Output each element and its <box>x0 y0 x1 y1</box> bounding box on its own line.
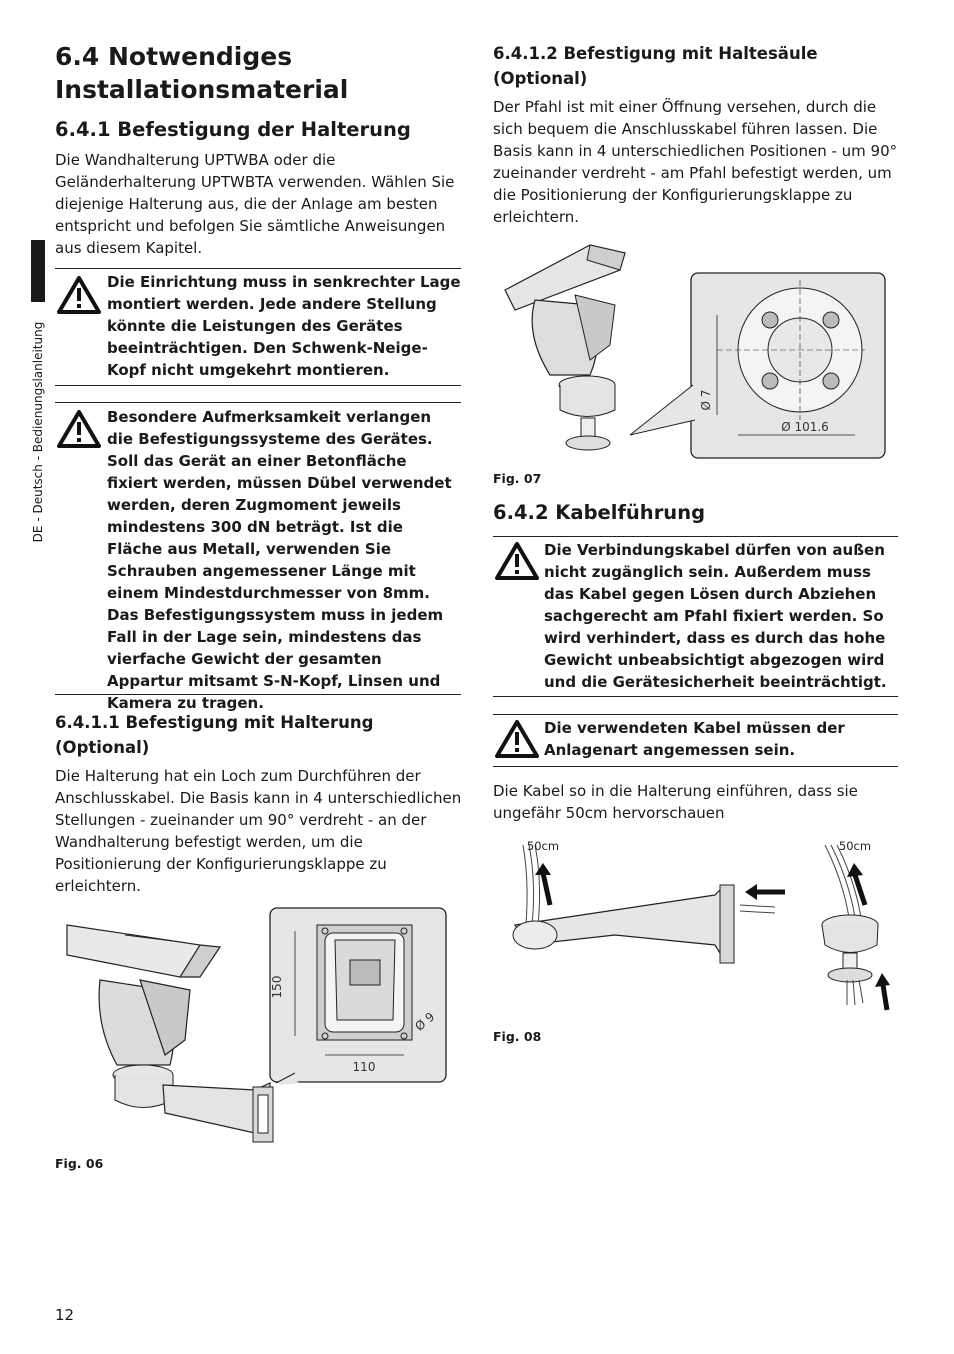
warning-text-4: Die verwendeten Kabel müssen der Anlagenart angemessen sein. <box>544 719 845 759</box>
fig08-label-right: 50cm <box>838 839 872 853</box>
fig07-dim-hole: Ø 7 <box>699 389 713 411</box>
warning-box-1 <box>55 268 461 386</box>
figure-06 <box>55 905 450 1150</box>
subsection-body-641: Die Wandhalterung UPTWBA oder die Geländerhalterung UPTWBTA verwenden. Wählen Sie diejenige Halterung aus, die der Anlage am besten entspricht und befolgen Sie sämtliche Anweisungen aus diesem Kapitel. <box>55 151 455 257</box>
page-number: 12 <box>55 1306 75 1324</box>
warning-text-3: Die Verbindungskabel dürfen von außen nicht zugänglich sein. Außerdem muss das Kabel gegen Lösen durch Abziehen sachgerecht am Pfahl fixiert werden. So wird verhindert, dass es durch das hohe Gewicht unbeabsichtigt abgezogen wird und die Gerätesicherheit beeinträchtigt. <box>544 541 887 691</box>
fig06-dim-width: 110 <box>352 1060 376 1074</box>
figure-07 <box>495 235 890 465</box>
fig06-dim-hole: Ø 9 <box>412 1009 438 1034</box>
sidebar-language-label: DE - Deutsch - Bedienungslanleitung <box>31 321 45 543</box>
subsection-body-642: Die Kabel so in die Halterung einführen, dass sie ungefähr 50cm hervorschauen <box>493 782 858 822</box>
section-title: 6.4 Notwendiges Installationsmaterial <box>55 42 349 104</box>
subsection-title-642: 6.4.2 Kabelführung <box>493 501 706 524</box>
warning-box-4 <box>493 714 898 767</box>
fig06-dim-height: 150 <box>270 975 284 999</box>
warning-icon <box>495 541 539 581</box>
subsection-body-6412: Der Pfahl ist mit einer Öffnung versehen, durch die sich bequem die Anschlusskabel führen lassen. Die Basis kann in 4 unterschiedlichen Positionen - um 90° zueinander verdreht - am Pfahl befestigt werden, um die Positionierung der Konfigurierungsklappe zu erleichtern. <box>493 98 898 226</box>
subsection-body-6411: Die Halterung hat ein Loch zum Durchführen der Anschlusskabel. Die Basis kann in 4 unterschiedlichen Stellungen - zueinander um 90° verdreht - an der Wandhalterung befestigt werden, um die Positionierung der Konfigurierungsklappe zu erleichtern. <box>55 767 462 895</box>
warning-icon <box>495 719 539 759</box>
warning-box-3 <box>493 536 898 697</box>
subsection-title-6411: 6.4.1.1 Befestigung mit Halterung (Optional) <box>55 713 374 757</box>
figure-08 <box>495 835 895 1015</box>
sidebar-marker <box>31 240 45 302</box>
warning-icon <box>57 275 101 315</box>
warning-text-2: Besondere Aufmerksamkeit verlangen die Befestigungssysteme des Gerätes. Soll das Gerät an einer Betonfläche fixiert werden, müssen Dübel verwendet werden, deren Zugmoment jeweils mindestens 300 dN beträgt. Ist die Fläche aus Metall, verwenden Sie Schrauben angemessener Länge mit einem Mindestdurchmesser von 8mm. Das Befestigungssystem muss in jedem Fall in der Lage sein, mindestens das vierfache Gewicht der gesamten Appartur mitsamt S-N-Kopf, Linsen und Kamera zu tragen. <box>107 408 452 712</box>
subsection-title-641: 6.4.1 Befestigung der Halterung <box>55 118 411 141</box>
figure-07-caption: Fig. 07 <box>493 471 542 486</box>
fig08-label-left: 50cm <box>526 839 560 853</box>
figure-08-caption: Fig. 08 <box>493 1029 542 1044</box>
warning-text-1: Die Einrichtung muss in senkrechter Lage montiert werden. Jede andere Stellung könnte die Leistungen des Gerätes beeinträchtigen. Den Schwenk-Neige-Kopf nicht umgekehrt montieren. <box>107 273 461 379</box>
warning-icon <box>57 409 101 449</box>
warning-box-2 <box>55 402 461 712</box>
fig07-dim-diameter: Ø 101.6 <box>781 420 829 434</box>
subsection-title-6412: 6.4.1.2 Befestigung mit Haltesäule (Optional) <box>493 44 818 88</box>
figure-06-caption: Fig. 06 <box>55 1156 104 1171</box>
